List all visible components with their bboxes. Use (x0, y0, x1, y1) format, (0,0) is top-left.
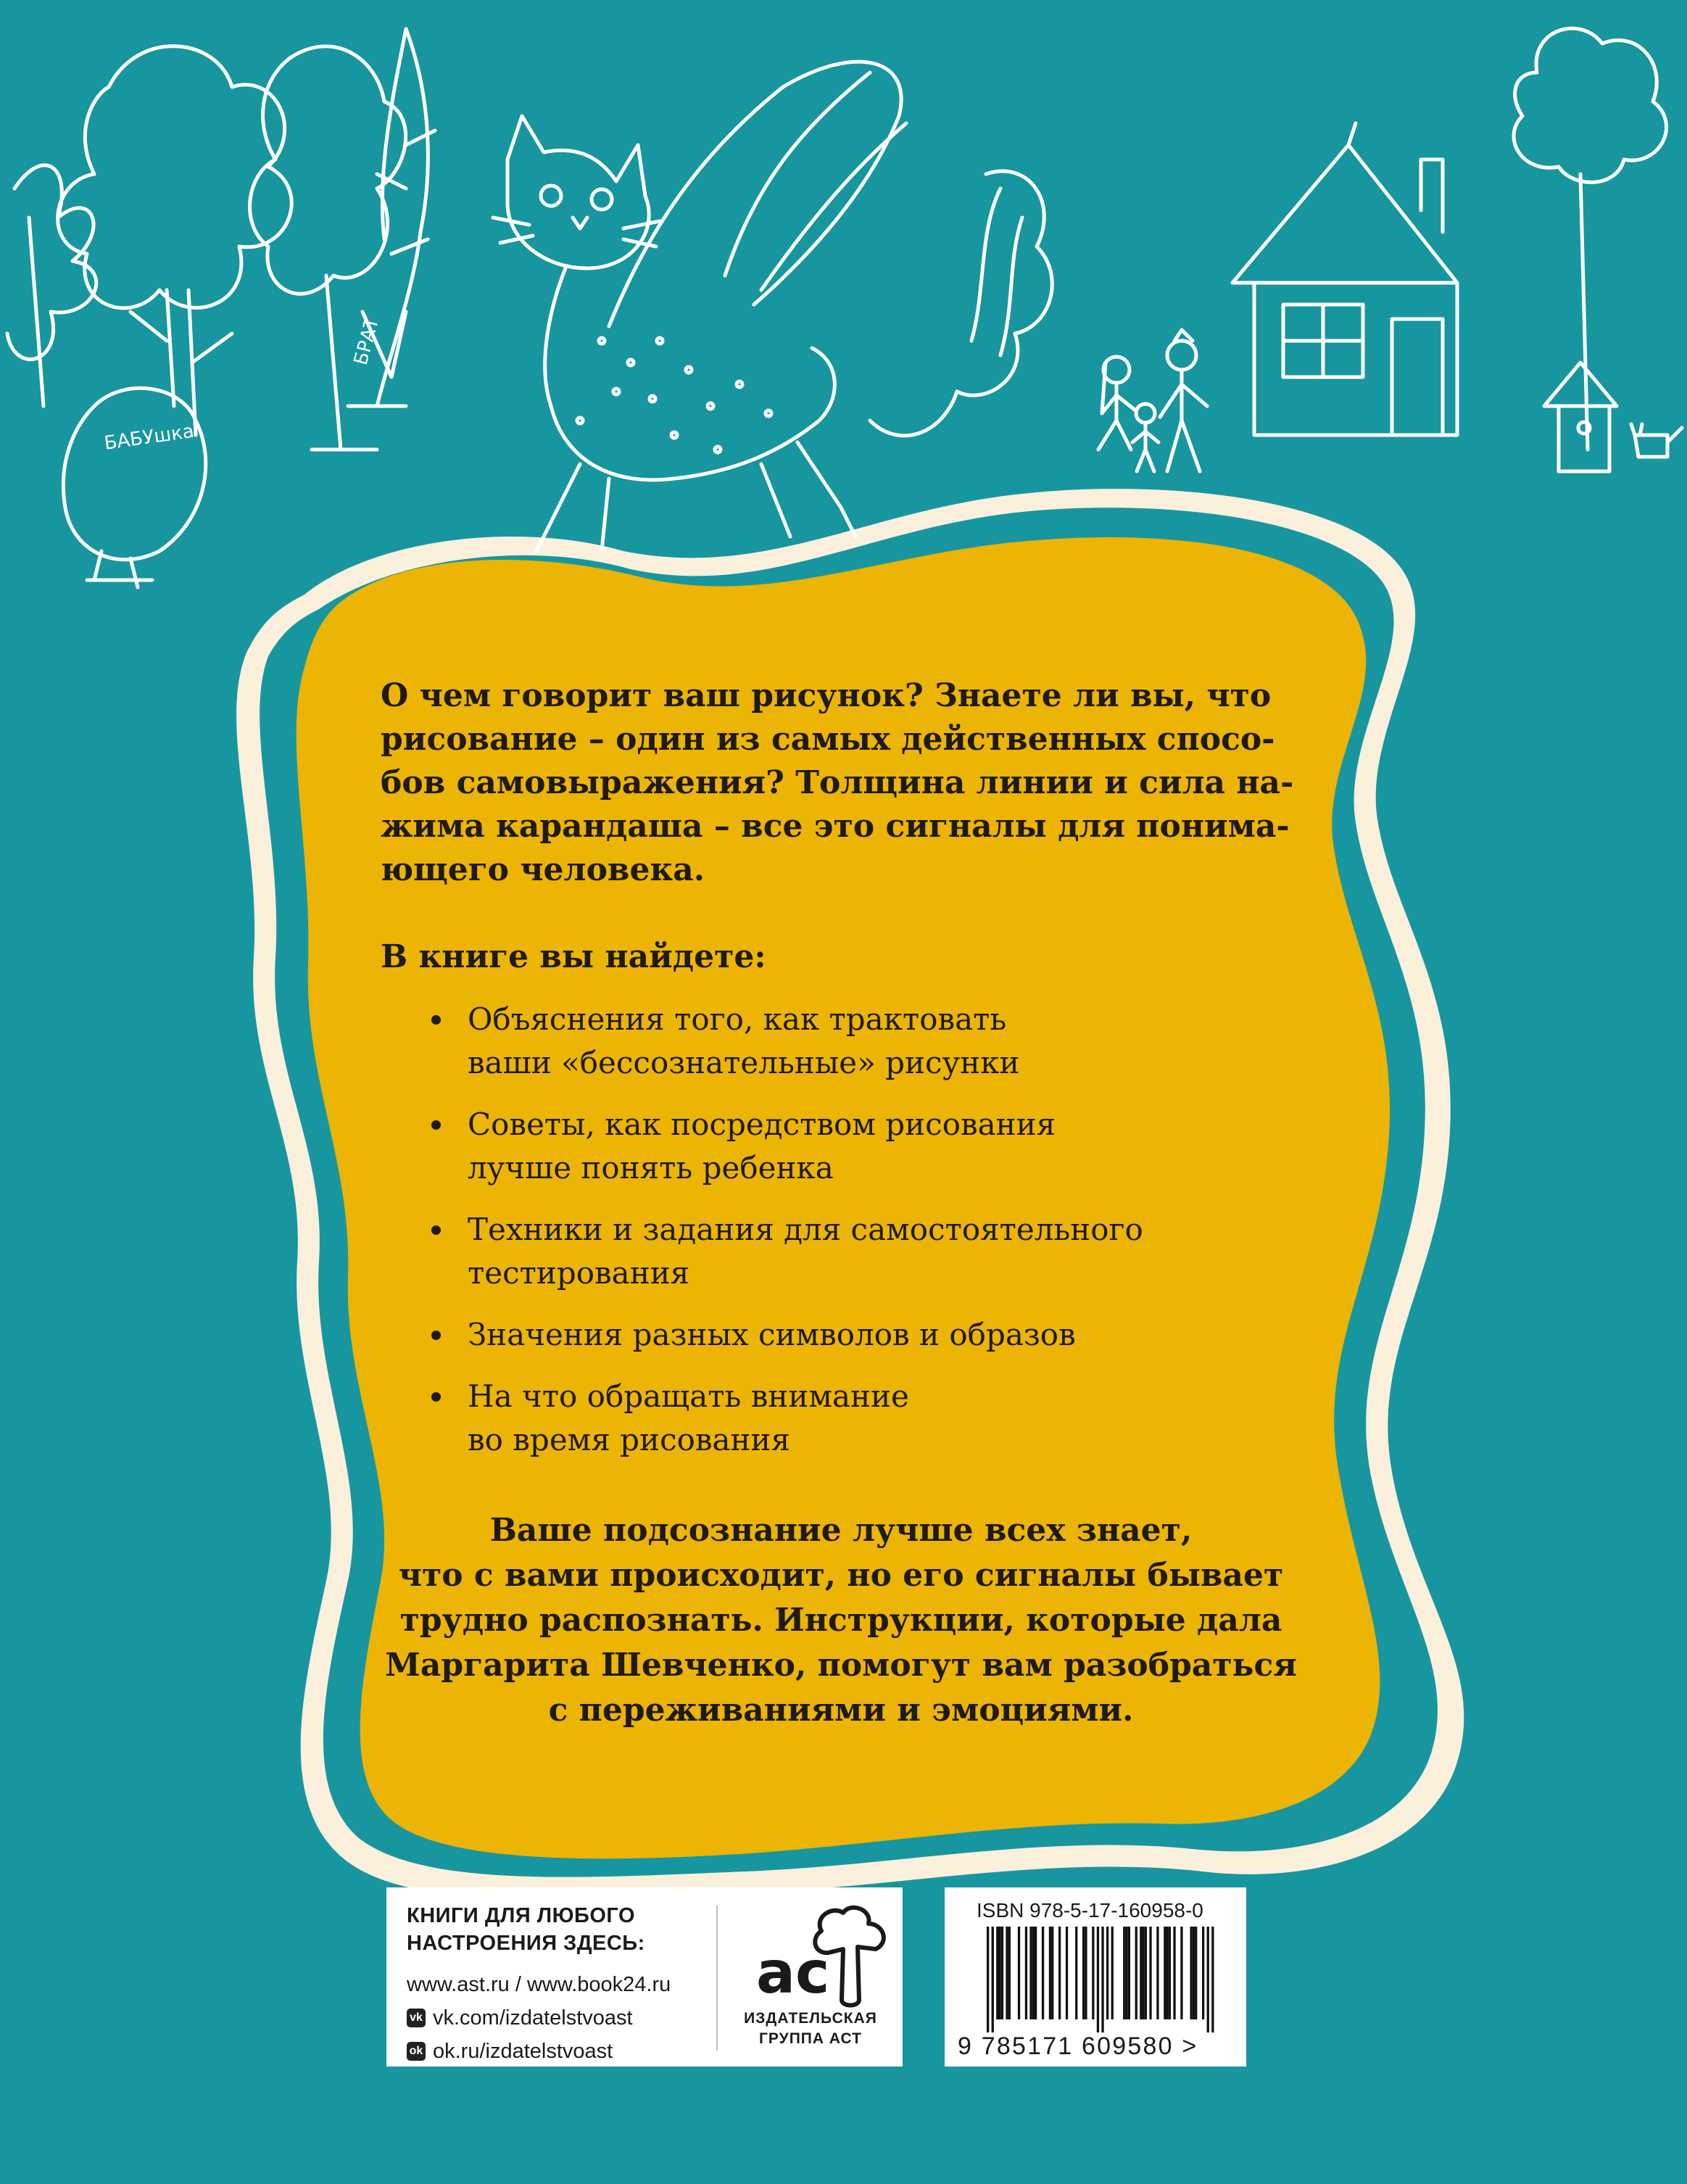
list-item (381, 1208, 1323, 1295)
vk-row (407, 2003, 718, 2032)
barcode-bar (992, 1927, 994, 2032)
ok-icon: ok (407, 2042, 426, 2061)
intro-line: ющего человека. (381, 851, 705, 888)
barcode-digits: 9 785171 609580 > (958, 2032, 1198, 2060)
list-item-line: ваши «бессознательные» рисунки (468, 1045, 1020, 1080)
barcode-bar (1106, 1927, 1108, 2019)
barcode-bar (1190, 1927, 1193, 2019)
books-heading (407, 1902, 718, 1957)
brother-label: БРАТ (349, 315, 384, 368)
birdhouse-drawing (1544, 363, 1682, 471)
isbn-label: ISBN 978-5-17-160958-0 (977, 1899, 1203, 1922)
publisher-links (407, 1902, 718, 2066)
closing-line: Маргарита Шевченко, помогут вам разобраться (385, 1647, 1297, 1684)
panel-divider (716, 1906, 718, 2051)
barcode-bar (1195, 1927, 1197, 2019)
barcode-bar (1193, 1927, 1195, 2019)
barcode-bar (1173, 1927, 1175, 2019)
barcode-bar (1092, 1927, 1094, 2019)
barcode-bar (1035, 1927, 1037, 2019)
barcode-bar (1145, 1927, 1147, 2019)
right-tree-drawing (1514, 28, 1667, 450)
barcode-bar (1066, 1927, 1068, 2019)
bullet-dot-icon (431, 1015, 441, 1025)
closing-line: трудно распознать. Инструкции, которые дала (399, 1602, 1282, 1639)
feature-list (381, 998, 1323, 1462)
cat-creature-drawing (493, 62, 1052, 551)
barcode-bar (1075, 1927, 1077, 2019)
list-item (381, 998, 1323, 1085)
list-item-line: На что обращать внимание (468, 1378, 909, 1414)
barcode-bar (1029, 1927, 1032, 2019)
barcode-bar (1156, 1927, 1158, 2019)
barcode-bar (987, 1927, 989, 2032)
list-item-line: лучше понять ребенка (468, 1150, 834, 1186)
ast-logo (727, 1902, 894, 2058)
barcode-bar (1202, 1927, 1204, 2019)
barcode-bar (1128, 1927, 1130, 2019)
barcode-bar (1042, 1927, 1044, 2019)
left-trees-drawing (7, 29, 435, 587)
books-heading-line: НАСТРОЕНИЯ ЗДЕСЬ: (407, 1932, 645, 1955)
vk-icon: vk (407, 2009, 426, 2027)
barcode-bar (1082, 1927, 1085, 2019)
publisher-name-line: ИЗДАТЕЛЬСКАЯ (744, 2010, 877, 2027)
vk-link[interactable]: vk.com/izdatelstvoast (433, 2006, 633, 2030)
list-item (381, 1103, 1323, 1190)
barcode-bar (1101, 1927, 1103, 2032)
in-book-heading: В книге вы найдете: (381, 938, 766, 975)
barcode-bar (1180, 1927, 1182, 2019)
bullet-dot-icon (431, 1120, 441, 1130)
bullet-dot-icon (431, 1392, 441, 1402)
barcode-bar (1111, 1927, 1114, 2019)
intro-paragraph (381, 674, 1323, 892)
barcode-bar (1006, 1927, 1008, 2019)
publisher-name (727, 2009, 894, 2049)
list-item-line: Объяснения того, как трактовать (468, 1001, 1007, 1037)
family-figures-drawing (1098, 330, 1207, 471)
books-heading-line: КНИГИ ДЛЯ ЛЮБОГО (407, 1904, 636, 1927)
closing-line: с переживаниями и эмоциями. (548, 1692, 1134, 1729)
list-item-line: тестирования (468, 1255, 690, 1291)
barcode-bar (1058, 1927, 1061, 2019)
intro-line: бов самовыражения? Толщина линии и сила на- (381, 764, 1294, 801)
barcode-bar (1207, 1927, 1209, 2032)
isbn-barcode (977, 1927, 1216, 2032)
ast-logo-text: ас (756, 1939, 830, 2006)
barcode-bar (1143, 1927, 1145, 2019)
barcode-bar (1001, 1927, 1003, 2019)
closing-line: что с вами происходит, но его сигналы бывает (398, 1557, 1284, 1594)
isbn-panel (945, 1887, 1246, 2067)
bullet-dot-icon (431, 1331, 441, 1340)
barcode-bar (1125, 1927, 1127, 2019)
barcode-bar (1169, 1927, 1171, 2019)
intro-line: жима карандаша – все это сигналы для понима- (381, 808, 1290, 845)
ok-row (407, 2037, 718, 2066)
barcode-bar (1085, 1927, 1087, 2019)
list-item (381, 1313, 1323, 1357)
website-link[interactable]: www.ast.ru / www.book24.ru (407, 1973, 671, 1996)
barcode-bar (1166, 1927, 1169, 2019)
barcode-bar (1135, 1927, 1137, 2019)
publisher-name-line: ГРУППА АСТ (759, 2030, 862, 2047)
barcode-bar (1025, 1927, 1027, 2019)
list-item-line: Техники и задания для самостоятельного (468, 1212, 1143, 1247)
barcode-bar (1097, 1927, 1099, 2032)
barcode-bar (999, 1927, 1001, 2019)
child-drawing-doodles (0, 0, 1687, 624)
house-drawing (1232, 123, 1457, 435)
intro-line: рисование – один из самых действенных спосо- (381, 721, 1275, 758)
list-item (381, 1375, 1323, 1462)
barcode-bar (1140, 1927, 1142, 2019)
intro-line: О чем говорит ваш рисунок? Знаете ли вы, что (381, 677, 1272, 714)
publisher-info-panel (386, 1887, 903, 2067)
barcode-bar (1149, 1927, 1151, 2019)
ast-logo-icon (727, 1902, 894, 2011)
barcode-bar (996, 1927, 998, 2019)
description-text (381, 674, 1323, 1480)
barcode-bar (1008, 1927, 1011, 2019)
barcode-bar (1051, 1927, 1053, 2019)
closing-line: Ваше подсознание лучше всех знает, (489, 1512, 1193, 1549)
grandma-label: БАБУшка (102, 420, 196, 455)
ok-link[interactable]: ok.ru/izdatelstvoast (433, 2040, 613, 2063)
bullet-dot-icon (431, 1225, 441, 1235)
list-item-line: Советы, как посредством рисования (468, 1107, 1056, 1142)
list-item-line: Значения разных символов и образов (468, 1317, 1076, 1352)
barcode-bar (1049, 1927, 1051, 2019)
barcode-bar (1123, 1927, 1125, 2019)
barcode-bar (1032, 1927, 1035, 2019)
barcode-bar (1018, 1927, 1020, 2019)
barcode-bar (1164, 1927, 1166, 2019)
barcode-bar (1211, 1927, 1214, 2032)
list-item-line: во время рисования (468, 1422, 791, 1457)
closing-paragraph (319, 1508, 1363, 1733)
